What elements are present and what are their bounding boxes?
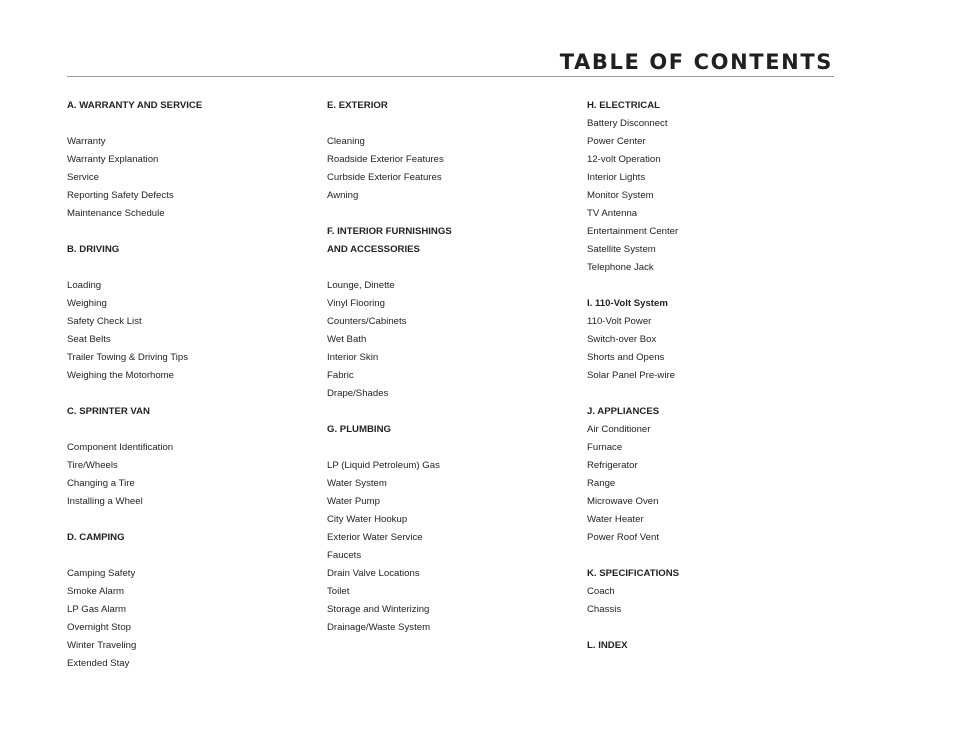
toc-entry: Curbside Exterior Features [327,172,442,183]
toc-column-1 [67,97,202,673]
toc-spacer [587,277,679,295]
toc-entry: Lounge, Dinette [327,280,395,291]
toc-entry: 110-Volt Power [587,316,652,327]
toc-entry: TV Antenna [587,208,638,219]
toc-entry: Water Heater [587,514,644,525]
toc-entry: Battery Disconnect [587,118,668,129]
toc-column-3 [587,97,679,655]
toc-entry: Water System [327,478,387,489]
toc-entry: Interior Skin [327,352,379,363]
toc-entry: Reporting Safety Defects [67,190,174,201]
toc-spacer [67,421,202,439]
toc-entry: Counters/Cabinets [327,316,407,327]
toc-entry: Power Center [587,136,646,147]
toc-entry: Air Conditioner [587,424,651,435]
toc-entry: Warranty Explanation [67,154,159,165]
toc-section-heading: H. ELECTRICAL [587,100,661,111]
toc-entry: Toilet [327,586,350,597]
toc-entry: Extended Stay [67,658,130,669]
toc-entry: Weighing the Motorhome [67,370,175,381]
toc-entry: Cleaning [327,136,365,147]
toc-entry: Overnight Stop [67,622,131,633]
toc-entry: Loading [67,280,102,291]
toc-entry: Seat Belts [67,334,111,345]
toc-entry: City Water Hookup [327,514,408,525]
toc-entry: LP (Liquid Petroleum) Gas [327,460,440,471]
toc-section-heading: L. INDEX [587,640,628,651]
toc-entry: Exterior Water Service [327,532,423,543]
toc-spacer [327,403,452,421]
toc-spacer [327,115,452,133]
toc-entry: Switch-over Box [587,334,657,345]
toc-spacer [587,547,679,565]
toc-entry: Furnace [587,442,623,453]
toc-section-heading: B. DRIVING [67,244,120,255]
toc-entry: Weighing [67,298,107,309]
toc-section-heading: F. INTERIOR FURNISHINGS [327,226,452,237]
toc-entry: Fabric [327,370,354,381]
toc-entry: Power Roof Vent [587,532,659,543]
toc-entry: Refrigerator [587,460,638,471]
toc-entry: Coach [587,586,615,597]
toc-spacer [67,259,202,277]
toc-entry: Wet Bath [327,334,367,345]
toc-entry: 12-volt Operation [587,154,661,165]
toc-spacer [67,547,202,565]
toc-entry: Warranty [67,136,106,147]
toc-entry: Faucets [327,550,362,561]
toc-entry: Installing a Wheel [67,496,143,507]
toc-section-heading: E. EXTERIOR [327,100,388,111]
toc-entry: Component Identification [67,442,174,453]
toc-entry: Tire/Wheels [67,460,118,471]
toc-entry: Winter Traveling [67,640,137,651]
toc-entry: Storage and Winterizing [327,604,430,615]
toc-entry: Drape/Shades [327,388,389,399]
toc-entry: LP Gas Alarm [67,604,127,615]
toc-section-heading: I. 110-Volt System [587,298,668,309]
toc-spacer [327,205,452,223]
toc-section-heading: D. CAMPING [67,532,125,543]
toc-entry: Drainage/Waste System [327,622,431,633]
toc-spacer [587,385,679,403]
toc-entry: Roadside Exterior Features [327,154,444,165]
toc-entry: Safety Check List [67,316,142,327]
toc-spacer [587,619,679,637]
title-divider [67,76,834,77]
toc-spacer [67,385,202,403]
toc-entry: Interior Lights [587,172,646,183]
toc-spacer [67,115,202,133]
toc-entry: Monitor System [587,190,654,201]
toc-entry: Range [587,478,616,489]
toc-section-heading: G. PLUMBING [327,424,391,435]
toc-section-heading: J. APPLIANCES [587,406,660,417]
toc-column-2 [327,97,452,637]
toc-entry: Water Pump [327,496,380,507]
toc-entry: Changing a Tire [67,478,135,489]
toc-entry: Drain Valve Locations [327,568,420,579]
toc-entry: Vinyl Flooring [327,298,385,309]
toc-entry: Awning [327,190,359,201]
toc-spacer [67,223,202,241]
toc-entry: Solar Panel Pre-wire [587,370,675,381]
toc-entry: Telephone Jack [587,262,654,273]
toc-entry: Service [67,172,99,183]
toc-section-heading: C. SPRINTER VAN [67,406,150,417]
toc-entry: Shorts and Opens [587,352,665,363]
toc-entry: Satellite System [587,244,656,255]
toc-entry: Trailer Towing & Driving Tips [67,352,189,363]
toc-entry: Entertainment Center [587,226,679,237]
toc-spacer [327,259,452,277]
toc-spacer [67,511,202,529]
toc-entry: Maintenance Schedule [67,208,165,219]
toc-entry: Smoke Alarm [67,586,125,597]
toc-entry: Microwave Oven [587,496,659,507]
toc-entry: Chassis [587,604,622,615]
toc-section-heading: K. SPECIFICATIONS [587,568,680,579]
toc-section-heading: AND ACCESSORIES [327,244,420,255]
toc-entry: Camping Safety [67,568,136,579]
toc-spacer [327,439,452,457]
page-title: TABLE OF CONTENTS [559,50,833,74]
toc-section-heading: A. WARRANTY AND SERVICE [67,100,203,111]
